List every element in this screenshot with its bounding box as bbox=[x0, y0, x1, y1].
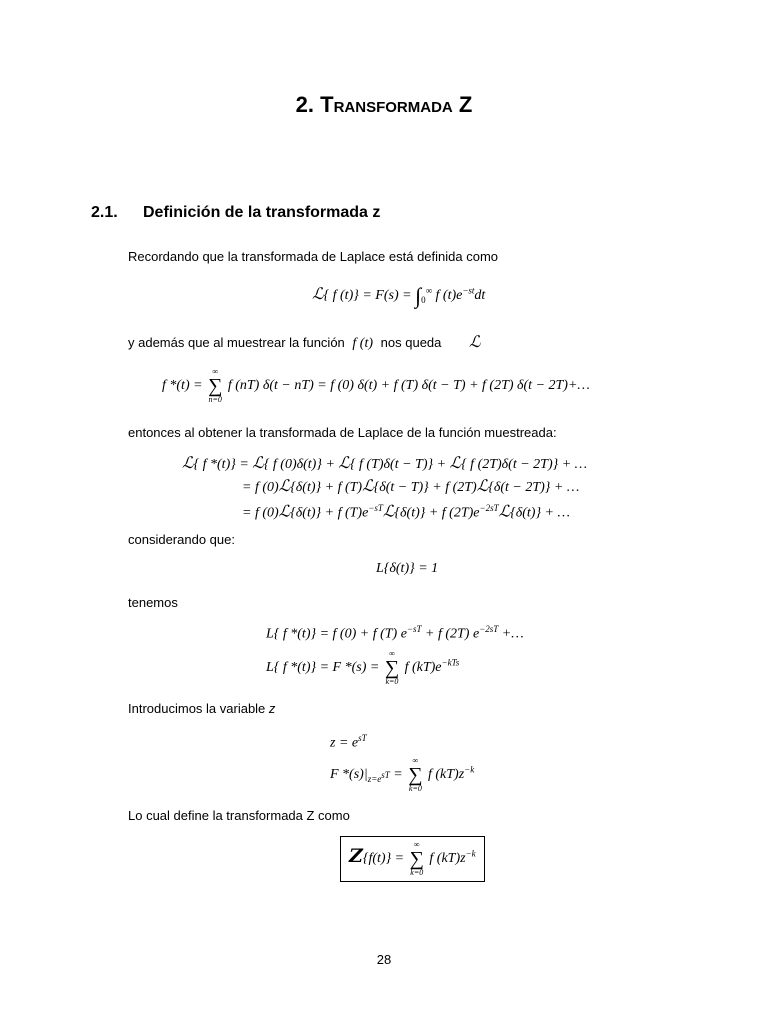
paragraph-variable-z-text: Introducimos la variable bbox=[128, 701, 266, 716]
paragraph-sampling-a: y además que al muestrear la función bbox=[128, 335, 345, 350]
equation-sampled-function: f *(t) = ∞ ∑ n=0 f (nT) δ(t − nT) = f (0) δ(t) + f (T) δ(t − T) + f (2T) δ(t − 2T)+… bbox=[162, 367, 590, 404]
paragraph-tenemos: tenemos bbox=[128, 595, 178, 610]
equation-z-transform-boxed: Z{f(t)} = ∞ ∑ k=0 f $(kT)z^{-k}$ bbox=[340, 836, 485, 882]
equation-z-definition: $z = e^{sT}$ bbox=[330, 733, 367, 751]
paragraph-variable-z-symbol: z bbox=[268, 701, 276, 716]
inline-f-of-t: f (t) bbox=[352, 336, 374, 351]
section-heading bbox=[91, 204, 380, 222]
paragraph-sampling bbox=[128, 332, 481, 352]
equation-delta-transform: L{δ(t)} = 1 bbox=[376, 561, 439, 576]
laplace-symbol: ℒ bbox=[469, 332, 481, 351]
paragraph-laplace-intro: Recordando que la transformada de Laplace está definida como bbox=[128, 249, 499, 264]
equation-line-2: = f (0)ℒ{δ(t)} + f (T)ℒ{δ(t − T)} + f (2T)ℒ{δ(t − 2T)} + … bbox=[242, 476, 580, 495]
chapter-title-z: Z bbox=[458, 92, 473, 117]
equation-result-sum: L{ f *(t)} = F *(s) = ∞ ∑ k=0 f $(kT)e^{-kTs}$ bbox=[266, 649, 460, 686]
equation-block-sampled-laplace bbox=[182, 452, 587, 524]
chapter-title-first: T bbox=[320, 92, 334, 117]
equation-line-1: ℒ{ f *(t)} = ℒ{ f (0)δ(t)} + ℒ{ f (T)δ(t − T)} + ℒ{ f (2T)δ(t − 2T)} + … bbox=[182, 453, 588, 472]
equation-line-3: = f (0)ℒ{δ(t)} + f $(T)e^{-sT}ℒ\{\delta(t)\} + f$ $(2T)e^{-2sT}ℒ\{\delta(t)\}$ + … bbox=[242, 501, 570, 521]
chapter-number: 2. bbox=[295, 92, 315, 117]
chapter-title-rest: ransformada bbox=[333, 92, 453, 117]
paragraph-z-transform-def: Lo cual define la transformada Z como bbox=[128, 808, 350, 823]
page-number: 28 bbox=[376, 952, 392, 967]
paragraph-variable-z bbox=[128, 701, 275, 716]
equation-result-series: L{ f *(t)} = f (0) + f (T) $e^{-sT} + f$ (2T) $e^{-2sT}$ +… bbox=[266, 624, 524, 642]
paragraph-sampled-transform: entonces al obtener la transformada de Laplace de la función muestreada: bbox=[128, 425, 557, 440]
paragraph-sampling-b: nos queda bbox=[380, 335, 442, 350]
section-number: 2.1. bbox=[91, 204, 118, 221]
paragraph-considering: considerando que: bbox=[128, 532, 235, 547]
chapter-title bbox=[0, 92, 768, 118]
equation-F-star-z: F $*(s)|_{z=e^{sT}}$ = ∞ ∑ k=0 f $(kT)z^{-k}$ bbox=[330, 756, 475, 793]
equation-laplace-definition: ℒ{ f $(t)\} = F(s) = \int_0^\infty$ f $(t)e^{-st}dt$ bbox=[312, 283, 486, 308]
section-title: Definición de la transformada z bbox=[143, 204, 381, 221]
